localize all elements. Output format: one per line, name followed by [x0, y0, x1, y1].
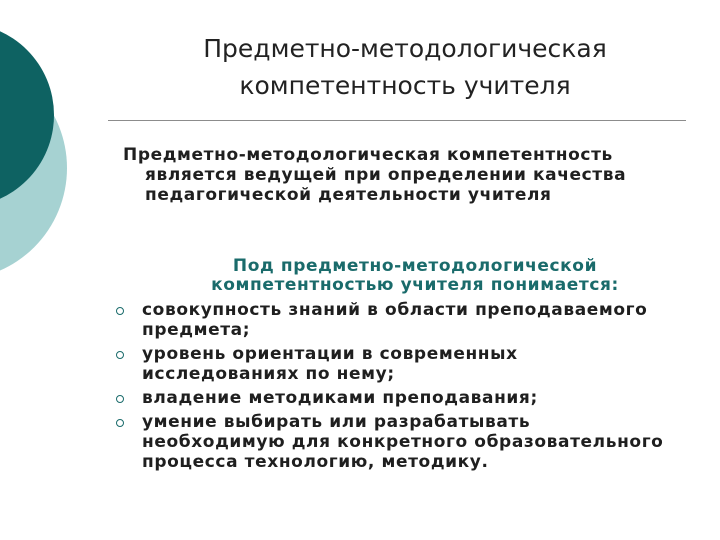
- list-item: [108, 412, 678, 472]
- list-item: [108, 300, 678, 340]
- list-item: [108, 344, 678, 384]
- title-line-2: компетентность учителя: [239, 71, 571, 100]
- slide-title: [110, 30, 700, 104]
- hollow-circle-bullet-icon: [116, 307, 124, 315]
- definition-heading-line-2: компетентностью учителя понимается:: [211, 275, 619, 295]
- decorative-circles: [0, 0, 120, 300]
- definition-heading: [150, 257, 680, 295]
- list-item-text: умение выбирать или разрабатывать необходимую для конкретного образовательного процесса технологию, методику.: [142, 412, 664, 472]
- definition-heading-line-1: Под предметно-методологической: [232, 256, 598, 276]
- hollow-circle-bullet-icon: [116, 395, 124, 403]
- title-line-1: Предметно-методологическая: [203, 34, 607, 63]
- list-item-text: уровень ориентации в современных исследованиях по нему;: [142, 344, 518, 384]
- intro-paragraph: Предметно-методологическая компетентность является ведущей при определении качества педагогической деятельности учителя: [123, 145, 627, 205]
- hollow-circle-bullet-icon: [116, 351, 124, 359]
- list-item-text: совокупность знаний в области преподаваемого предмета;: [142, 300, 648, 340]
- title-divider: [108, 120, 686, 121]
- hollow-circle-bullet-icon: [116, 419, 124, 427]
- definition-list: [108, 300, 678, 476]
- list-item-text: владение методиками преподавания;: [142, 388, 538, 408]
- list-item: [108, 388, 678, 408]
